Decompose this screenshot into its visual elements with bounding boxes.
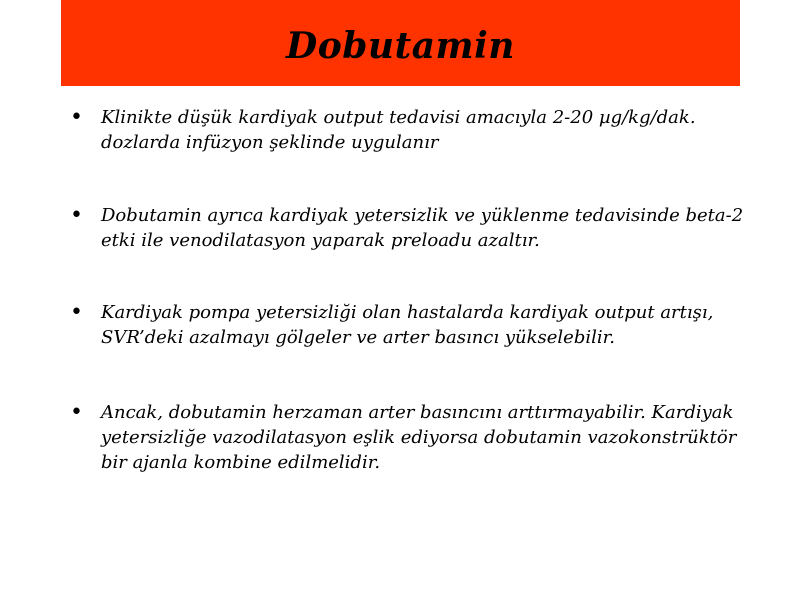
- bullet-item-1: [70, 105, 750, 155]
- bullet-text-2: Dobutamin ayrıca kardiyak yetersizlik ve yüklenme tedavisinde beta-2 etki ile venodilatasyon yaparak preloadu azaltır.: [101, 205, 744, 251]
- bullet-dot-icon: •: [70, 400, 83, 425]
- bullet-dot-icon: •: [70, 203, 83, 228]
- bullet-item-3: [70, 300, 750, 350]
- bullet-text-4: Ancak, dobutamin herzaman arter basıncını arttırmayabilir. Kardiyak yetersizliğe vazodilatasyon eşlik ediyorsa dobutamin vazokonstrüktör bir ajanla kombine edilmelidir.: [101, 402, 737, 473]
- bullet-item-4: [70, 400, 750, 475]
- slide-title: Dobutamin: [286, 25, 515, 67]
- title-bar: [61, 0, 740, 86]
- bullet-dot-icon: •: [70, 300, 83, 325]
- bullet-dot-icon: •: [70, 105, 83, 130]
- bullet-text-1: Klinikte düşük kardiyak output tedavisi amacıyla 2-20 µg/kg/dak. dozlarda infüzyon şeklinde uygulanır: [101, 107, 696, 153]
- bullet-item-2: [70, 203, 750, 253]
- bullet-text-3: Kardiyak pompa yetersizliği olan hastalarda kardiyak output artışı, SVR’deki azalmayı gölgeler ve arter basıncı yükselebilir.: [101, 302, 714, 348]
